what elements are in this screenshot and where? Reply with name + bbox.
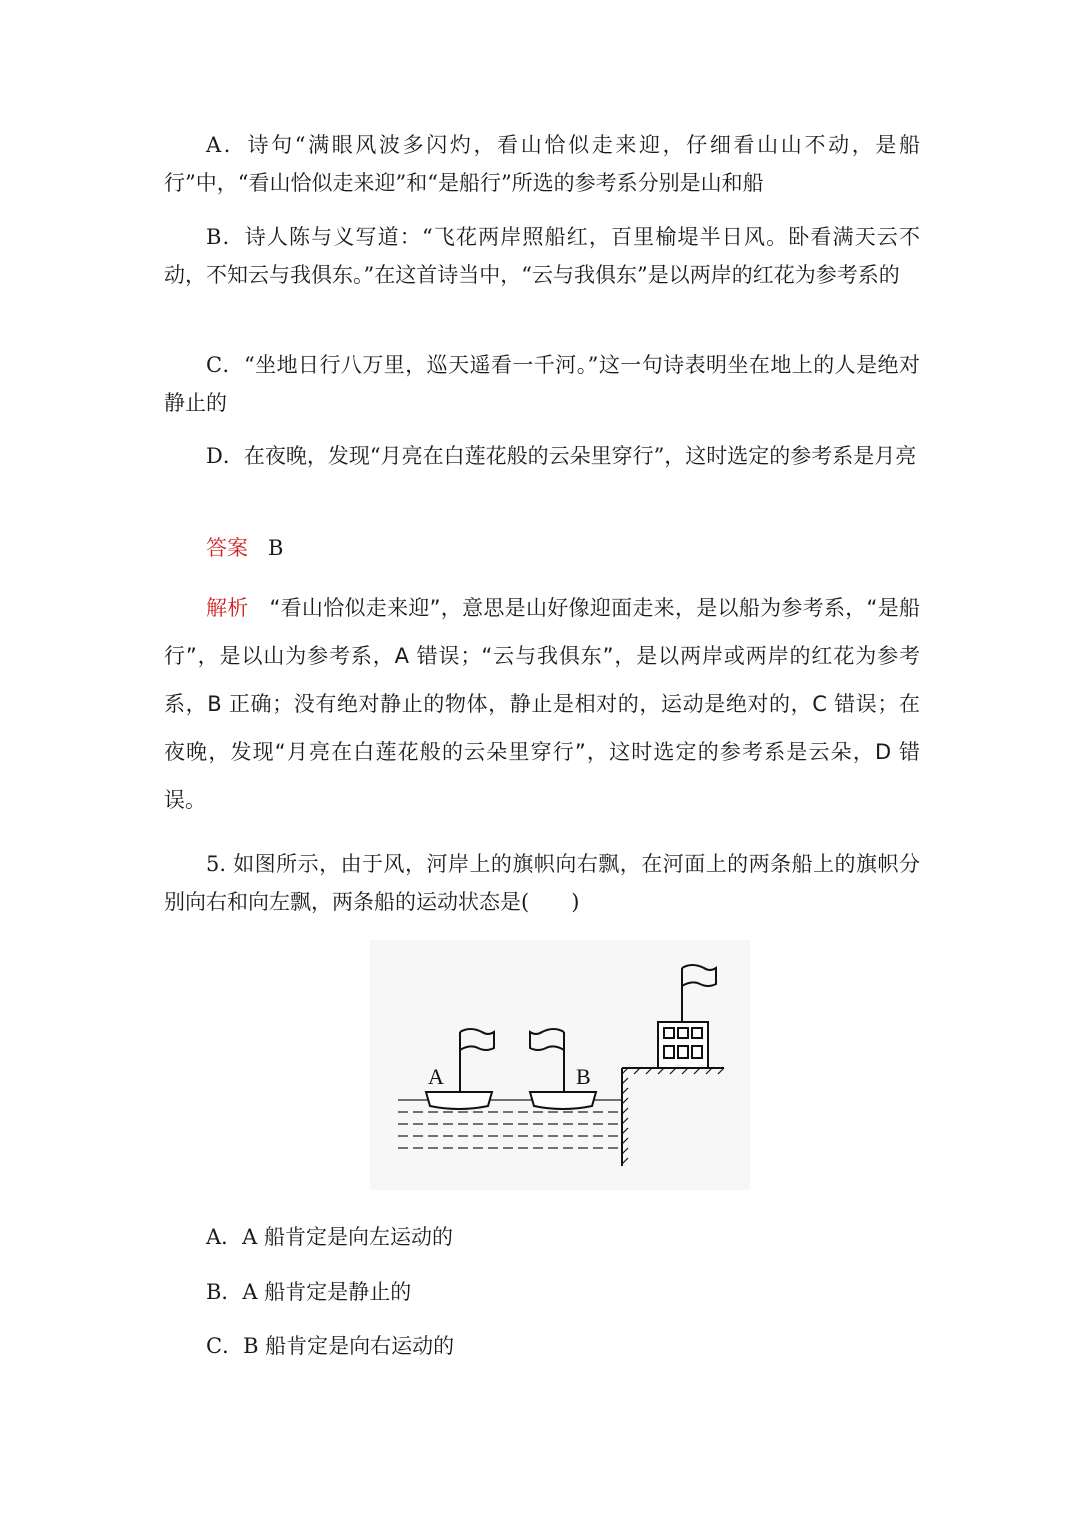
q5-option-b: B．A 船肯定是静止的 — [206, 1280, 412, 1304]
analysis-paragraph — [164, 584, 920, 824]
q4-option-a: A．诗句“满眼风波多闪灼，看山恰似走来迎，仔细看山山不动，是船行”中，“看山恰似走来迎”和“是船行”所选的参考系分别是山和船 — [164, 133, 920, 195]
riverside-building — [658, 1022, 708, 1068]
q4-option-c: C．“坐地日行八万里，巡天遥看一千河。”这一句诗表明坐在地上的人是绝对静止的 — [164, 353, 920, 415]
q5-option-c: C．B 船肯定是向右运动的 — [206, 1334, 455, 1358]
boats-river-figure — [370, 940, 750, 1190]
q5-option-a: A．A 船肯定是向左运动的 — [206, 1225, 454, 1249]
analysis-label: 解析 — [206, 596, 249, 620]
boat-b-label: B — [576, 1064, 591, 1089]
answer-line — [164, 529, 920, 567]
boats-diagram — [370, 940, 750, 1190]
boat-a — [426, 1092, 492, 1109]
q5-stem: 5. 如图所示，由于风，河岸上的旗帜向右飘，在河面上的两条船上的旗帜分别向右和向左飘，两条船的运动状态是( ) — [164, 852, 920, 914]
boat-a-label: A — [428, 1064, 444, 1089]
answer-label: 答案 — [206, 536, 248, 560]
answer-value: B — [268, 536, 284, 560]
q4-option-d: D．在夜晚，发现“月亮在白莲花般的云朵里穿行”，这时选定的参考系是月亮 — [206, 444, 917, 468]
analysis-text: “看山恰似走来迎”，意思是山好像迎面走来，是以船为参考系，“是船行”，是以山为参考系，A 错误；“云与我俱东”，是以两岸或两岸的红花为参考系，B 正确；没有绝对静止的物体，静止是相对的，运动是绝对的，C 错误；在夜晚，发现“月亮在白莲花般的云朵里穿行”，这时选定的参考系是云朵，D 错误。 — [164, 596, 920, 812]
boat-b — [530, 1092, 596, 1109]
q4-option-b: B．诗人陈与义写道：“飞花两岸照船红，百里榆堤半日风。卧看满天云不动，不知云与我俱东。”在这首诗当中，“云与我俱东”是以两岸的红花为参考系的 — [164, 225, 920, 287]
